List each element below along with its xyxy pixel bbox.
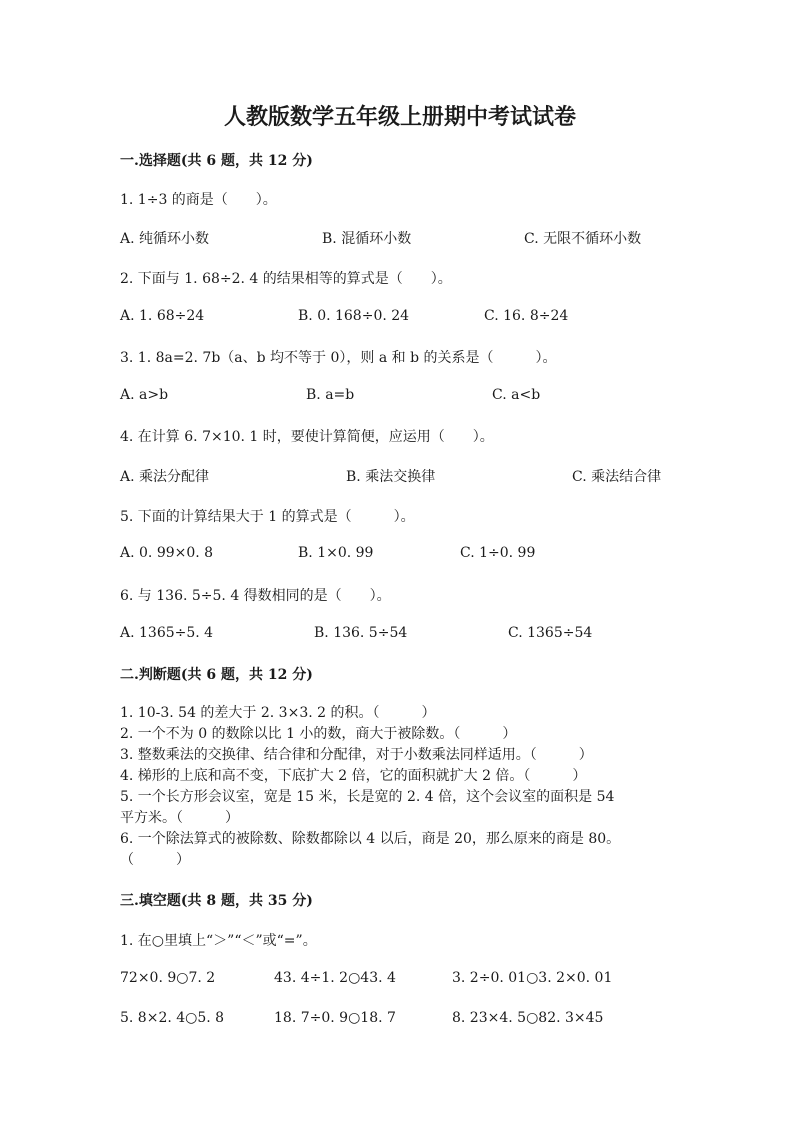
option-b: B. 混循环小数	[322, 231, 412, 247]
section-heading-judgment: 二.判断题(共 6 题，共 12 分)	[120, 667, 313, 683]
judgment-line: 5. 一个长方形会议室，宽是 15 米，长是宽的 2. 4 倍，这个会议室的面积是 54	[120, 789, 615, 805]
judgment-line: （ ）	[120, 852, 190, 868]
option-a: A. 乘法分配律	[120, 469, 210, 485]
question-stem: 1. 在○里填上“＞”“＜”或“=”。	[120, 933, 317, 949]
judgment-line: 3. 整数乘法的交换律、结合律和分配律，对于小数乘法同样适用。（ ）	[120, 747, 593, 763]
option-c: C. 1365÷54	[508, 625, 593, 641]
judgment-line: 4. 梯形的上底和高不变，下底扩大 2 倍，它的面积就扩大 2 倍。（ ）	[120, 768, 587, 784]
comparison-expression: 8. 23×4. 5○82. 3×45	[452, 1010, 604, 1026]
question-stem: 6. 与 136. 5÷5. 4 得数相同的是（ ）。	[120, 588, 391, 604]
comparison-expression: 43. 4÷1. 2○43. 4	[274, 970, 396, 986]
option-a: A. 0. 99×0. 8	[120, 545, 214, 561]
question-stem: 3. 1. 8a=2. 7b（a、b 均不等于 0），则 a 和 b 的关系是（ ）。	[120, 350, 557, 366]
option-a: A. 纯循环小数	[120, 231, 210, 247]
option-b: B. 0. 168÷0. 24	[298, 308, 410, 324]
option-c: C. a<b	[492, 387, 541, 403]
option-a: A. a>b	[120, 387, 169, 403]
comparison-expression: 5. 8×2. 4○5. 8	[120, 1010, 225, 1026]
option-b: B. 1×0. 99	[298, 545, 374, 561]
judgment-line: 平方米。（ ）	[120, 810, 239, 826]
option-b: B. a=b	[306, 387, 355, 403]
judgment-line: 1. 10-3. 54 的差大于 2. 3×3. 2 的积。（ ）	[120, 705, 436, 721]
option-a: A. 1365÷5. 4	[120, 625, 214, 641]
comparison-expression: 18. 7÷0. 9○18. 7	[274, 1010, 396, 1026]
option-c: C. 无限不循环小数	[524, 231, 642, 247]
judgment-line: 2. 一个不为 0 的数除以比 1 小的数，商大于被除数。（ ）	[120, 726, 517, 742]
option-c: C. 乘法结合律	[572, 469, 662, 485]
question-stem: 4. 在计算 6. 7×10. 1 时，要使计算简便，应运用（ ）。	[120, 429, 494, 445]
question-stem: 2. 下面与 1. 68÷2. 4 的结果相等的算式是（ ）。	[120, 271, 452, 287]
judgment-line: 6. 一个除法算式的被除数、除数都除以 4 以后，商是 20，那么原来的商是 80。	[120, 831, 621, 847]
comparison-expression: 3. 2÷0. 01○3. 2×0. 01	[452, 970, 613, 986]
option-c: C. 16. 8÷24	[484, 308, 569, 324]
question-stem: 5. 下面的计算结果大于 1 的算式是（ ）。	[120, 509, 415, 525]
question-stem: 1. 1÷3 的商是（ ）。	[120, 192, 277, 208]
section-heading-fill: 三.填空题(共 8 题，共 35 分)	[120, 893, 313, 909]
option-c: C. 1÷0. 99	[460, 545, 536, 561]
option-b: B. 136. 5÷54	[314, 625, 408, 641]
option-a: A. 1. 68÷24	[120, 308, 205, 324]
page-title: 人教版数学五年级上册期中考试试卷	[223, 104, 576, 130]
section-heading-choice: 一.选择题(共 6 题，共 12 分)	[120, 153, 313, 169]
option-b: B. 乘法交换律	[346, 469, 436, 485]
comparison-expression: 72×0. 9○7. 2	[120, 970, 216, 986]
